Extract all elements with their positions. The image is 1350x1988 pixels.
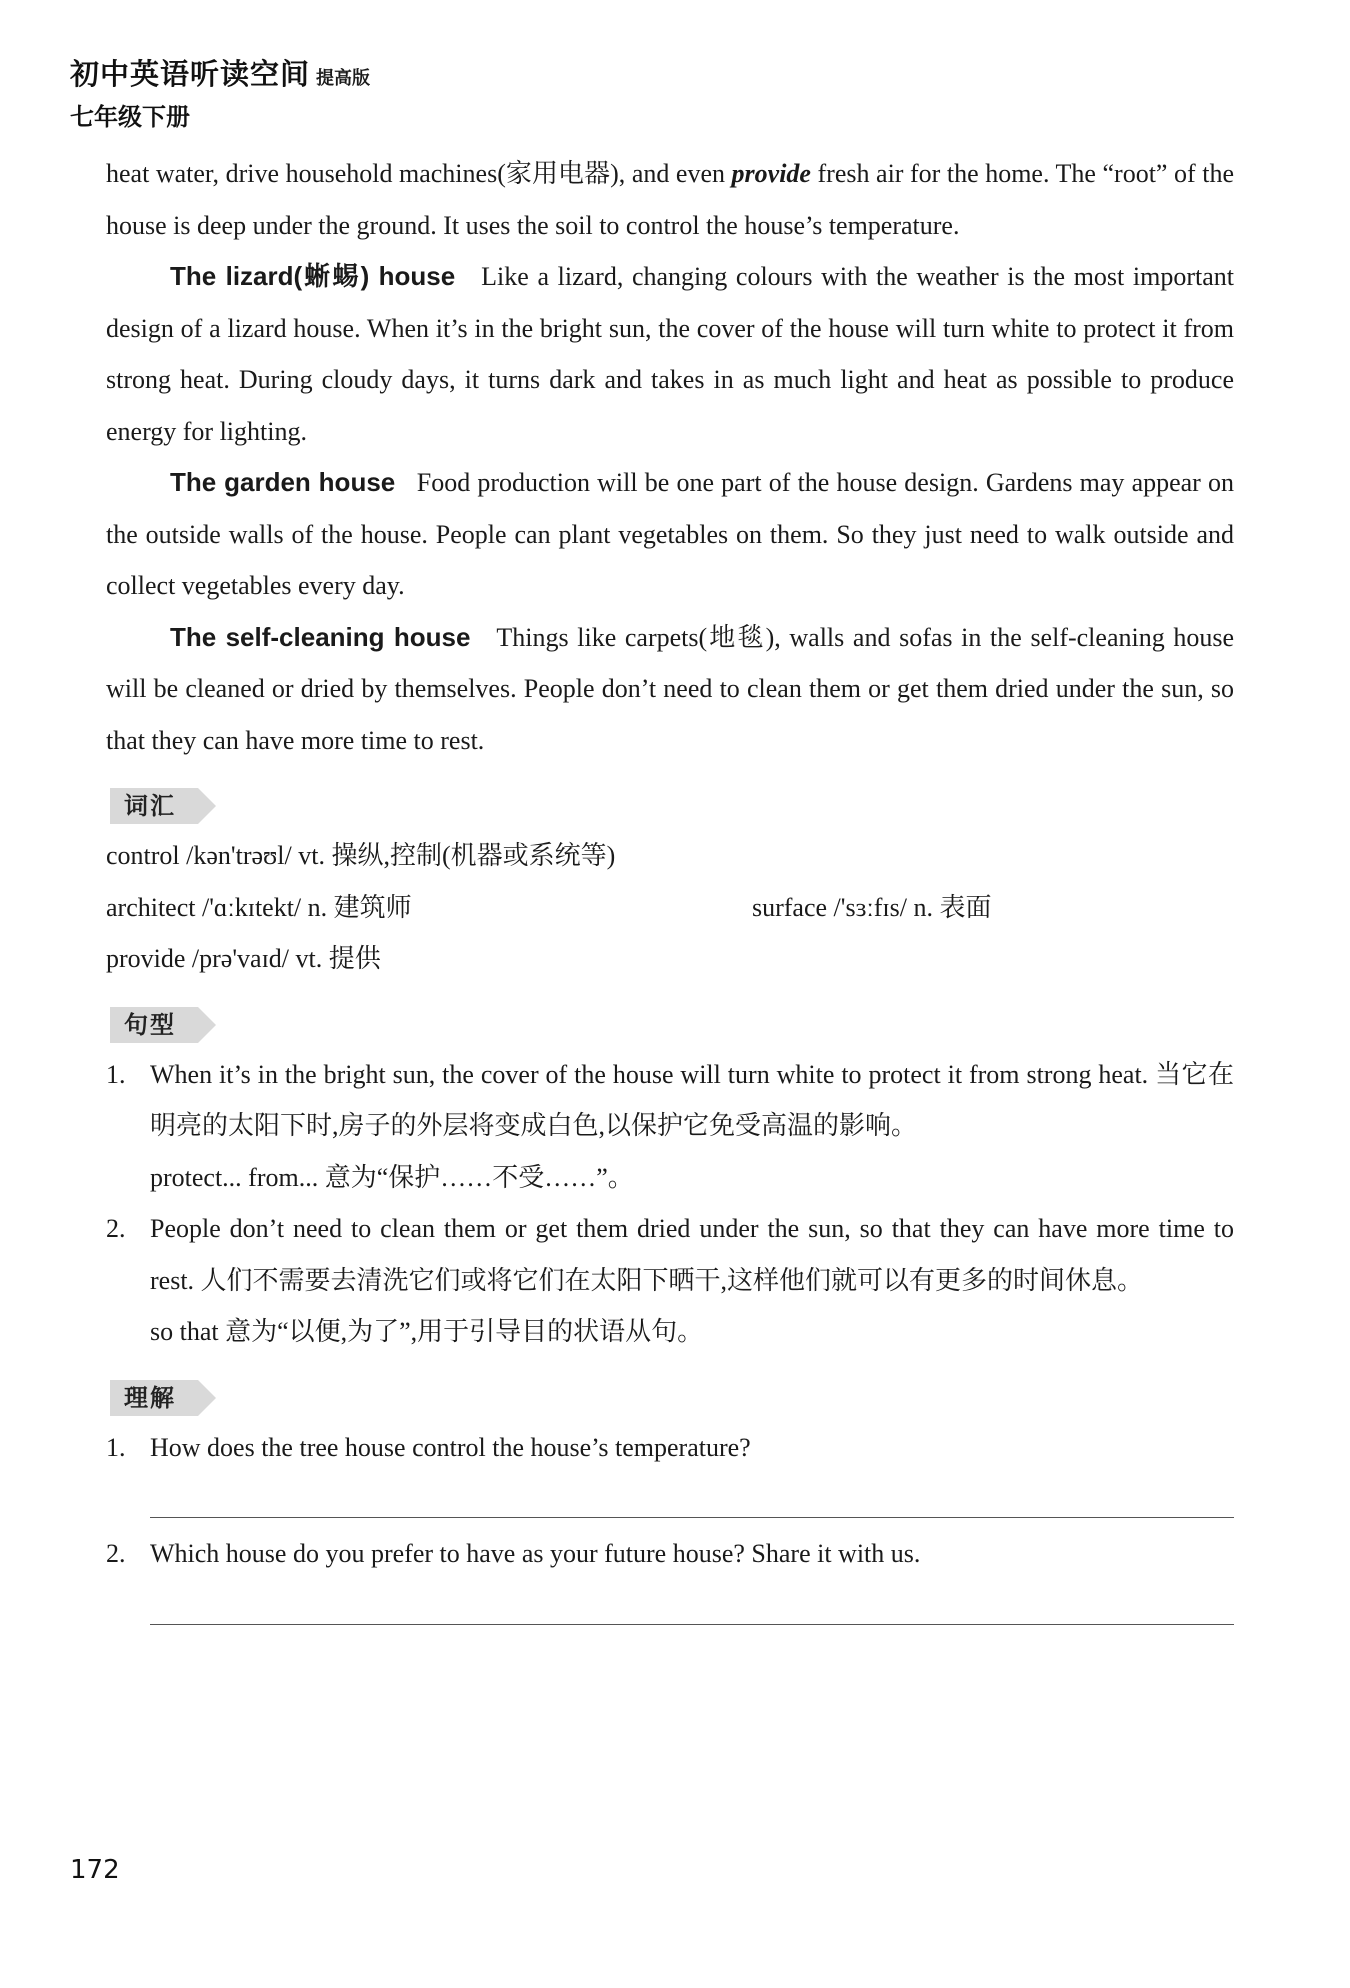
vocab-section-header <box>106 786 1234 826</box>
comprehension-section-header <box>106 1378 1234 1418</box>
sentences-tag: 句型 <box>110 1007 198 1043</box>
vocab-architect: architect /'ɑːkɪtekt/ n. 建筑师 <box>106 892 412 922</box>
item-number: 2. <box>106 1214 126 1243</box>
sentence-body <box>150 1049 1234 1204</box>
comprehension-tag: 理解 <box>110 1380 198 1416</box>
sentence-text: When it’s in the bright sun, the cover of the house will turn white to protect it from strong heat. 当它在明亮的太阳下时,房子的外层将变成白色,以保护它免受高温的影响。 <box>150 1059 1234 1140</box>
sentence-item <box>106 1203 1234 1358</box>
passage-text: heat water, drive household machines(家用电器), and even <box>106 159 732 188</box>
book-title-line <box>70 52 370 93</box>
page-content <box>106 148 1234 1635</box>
vocab-control: control /kən'trəʊl/ vt. 操纵,控制(机器或系统等) <box>106 841 616 870</box>
vocab-provide: provide /prə'vaɪd/ vt. 提供 <box>106 944 381 973</box>
answer-line[interactable] <box>150 1473 1234 1518</box>
item-number: 1. <box>106 1059 126 1089</box>
page-header <box>70 52 370 132</box>
question-item <box>106 1422 1234 1474</box>
sentence-item <box>106 1049 1234 1204</box>
sentence-note: protect... from... 意为“保护……不受……”。 <box>150 1162 634 1192</box>
grade-label: 七年级下册 <box>70 103 190 131</box>
item-number: 2. <box>106 1539 126 1568</box>
sentence-text: People don’t need to clean them or get them dried under the sun, so that they can have more time to rest. 人们不需要去清洗它们或将它们在太阳下晒干,这样他们就可以有更多的时间休息。 <box>150 1214 1234 1295</box>
passage-paragraph-1 <box>106 148 1234 251</box>
question-text: How does the tree house control the house’s temperature? <box>150 1432 751 1462</box>
question-text: Which house do you prefer to have as your future house? Share it with us. <box>150 1539 921 1568</box>
passage-text: fresh air for the home. The “root” of the house is deep under the ground. It uses the soil to control the house’s temperature. <box>106 159 1235 240</box>
book-title: 初中英语听读空间 <box>70 57 311 91</box>
lizard-house-text: Like a lizard, changing colours with the weather is the most important design of a lizard house. When it’s in the bright sun, the cover of the house will turn white to protect it from strong heat. During cloudy days, it turns dark and takes in as much light and heat as possible to produce energy for lighting. <box>106 262 1235 446</box>
garden-house-text: Food production will be one part of the house design. Gardens may appear on the outside walls of the house. People can plant vegetables on them. So they just need to walk outside and collect vegetables every day. <box>106 468 1235 600</box>
highlighted-word: provide <box>731 159 811 188</box>
book-subtitle: 提高版 <box>316 68 371 88</box>
passage-paragraph-self-cleaning <box>106 612 1234 767</box>
lizard-house-heading: The lizard(蜥蜴) house <box>170 261 456 291</box>
garden-house-heading: The garden house <box>170 467 396 497</box>
answer-line[interactable] <box>150 1580 1234 1625</box>
self-cleaning-house-heading: The self-cleaning house <box>170 621 471 652</box>
question-item <box>106 1528 1234 1580</box>
passage-paragraph-lizard <box>106 251 1234 457</box>
sentences-section-header <box>106 1005 1234 1045</box>
item-number: 1. <box>106 1432 126 1462</box>
vocab-tag: 词汇 <box>110 788 198 824</box>
page-number: 172 <box>70 1855 120 1885</box>
vocab-row <box>106 882 1234 934</box>
sentence-note: so that 意为“以便,为了”,用于引导目的状语从句。 <box>150 1317 704 1346</box>
vocab-surface: surface /'sɜːfɪs/ n. 表面 <box>752 892 992 922</box>
self-cleaning-house-text: Things like carpets(地毯), walls and sofas in the self-cleaning house will be cleaned or dried by themselves. People don’t need to clean them or get them dried under the sun, so that they can have more time to rest. <box>106 622 1235 755</box>
sentence-body <box>150 1203 1234 1358</box>
passage-paragraph-garden <box>106 457 1234 612</box>
